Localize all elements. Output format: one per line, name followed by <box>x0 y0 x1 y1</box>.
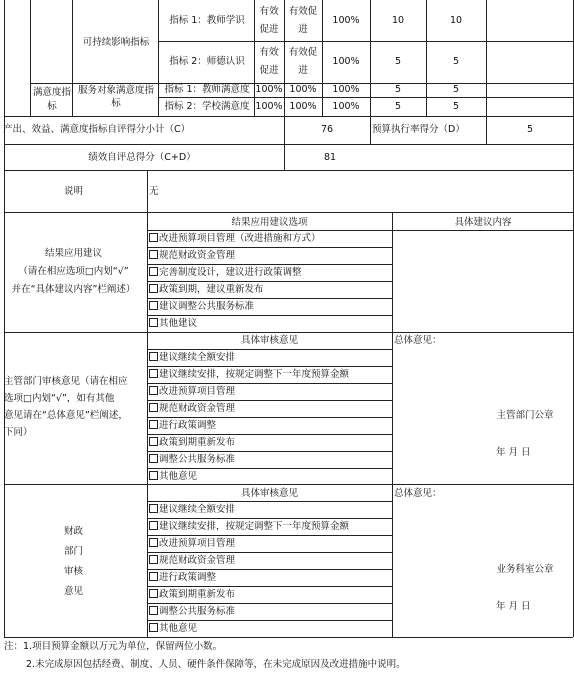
grid-line-h <box>4 144 573 145</box>
indicator-weight: 100% <box>332 100 360 112</box>
checkbox[interactable] <box>149 250 158 259</box>
grid-line-h <box>158 97 573 98</box>
option-label: 规范财政资金管理 <box>159 250 236 261</box>
indicator-value: 有效促进 <box>259 6 279 35</box>
option-item <box>149 419 216 432</box>
indicator-score-a: 10 <box>391 14 405 26</box>
checkbox[interactable] <box>149 386 158 395</box>
option-item <box>149 453 235 466</box>
grid-line-h <box>147 400 392 401</box>
grid-line-h <box>4 332 573 333</box>
grid-line-v <box>4 0 5 637</box>
finance-label-2: 部门 <box>63 546 83 557</box>
grid-line-v <box>147 170 148 637</box>
option-label: 改进预算项目管理 <box>159 386 236 397</box>
grid-line-h <box>392 230 573 231</box>
checkbox[interactable] <box>149 437 158 446</box>
sustainability-label: 可持续影响指标 <box>82 37 150 48</box>
checkbox[interactable] <box>149 318 158 327</box>
option-label: 规范财政资金管理 <box>159 403 236 414</box>
grid-line-v <box>72 0 73 116</box>
grid-line-h <box>4 484 573 485</box>
option-item <box>149 470 197 483</box>
option-item <box>149 622 197 635</box>
grid-line-h <box>147 603 392 604</box>
checkbox[interactable] <box>149 572 158 581</box>
option-label: 政策到期，建议重新发布 <box>159 284 264 295</box>
checkbox[interactable] <box>149 606 158 615</box>
option-item <box>149 537 235 550</box>
grid-line-h <box>147 349 392 350</box>
grid-line-v <box>486 0 487 116</box>
option-item <box>149 368 349 381</box>
grid-line-h <box>4 637 573 638</box>
note-1: 注：1.项目预算金额以万元为单位，保留两位小数。 <box>4 641 223 652</box>
remarks-label: 说明 <box>63 186 83 197</box>
indicator-value: 100% <box>255 100 283 112</box>
option-item <box>149 283 264 296</box>
checkbox[interactable] <box>149 555 158 564</box>
finance-label-4: 意见 <box>63 586 83 597</box>
grid-line-h <box>4 170 573 171</box>
grid-line-v <box>392 484 393 637</box>
checkbox[interactable] <box>149 538 158 547</box>
remarks-value: 无 <box>149 186 159 197</box>
grid-line-h <box>147 586 392 587</box>
grid-line-h <box>147 620 392 621</box>
grid-line-h <box>147 434 392 435</box>
satisfaction-label: 满意度指标 <box>32 87 71 112</box>
option-label: 规范财政资金管理 <box>159 555 236 566</box>
option-item <box>149 402 235 415</box>
option-label: 政策到期重新发布 <box>159 437 236 448</box>
indicator-value: 100% <box>255 84 283 95</box>
budget-rate-label: 预算执行率得分（D） <box>372 124 465 135</box>
option-item <box>149 554 235 567</box>
option-label: 其他意见 <box>159 623 198 634</box>
results-label-2: （请在相应选项□内划“√” <box>18 266 129 277</box>
indicator-value: 有效促进 <box>259 47 279 76</box>
grid-line-h <box>147 383 392 384</box>
results-label-3: 并在“具体建议内容”栏阐述） <box>11 284 136 295</box>
indicator-score-a: 5 <box>394 56 402 67</box>
grid-line-v <box>158 0 159 116</box>
grid-line-h <box>147 468 392 469</box>
total-score-value: 81 <box>323 152 337 163</box>
option-item <box>149 588 235 601</box>
option-item <box>149 317 197 330</box>
grid-line-h <box>147 535 392 536</box>
option-item <box>149 300 254 313</box>
option-label: 建议调整公共服务标准 <box>159 301 255 312</box>
option-item <box>149 385 235 398</box>
checkbox[interactable] <box>149 504 158 513</box>
grid-line-v <box>30 0 31 116</box>
option-item <box>149 503 235 516</box>
checkbox[interactable] <box>149 623 158 632</box>
budget-rate-value: 5 <box>526 124 534 135</box>
checkbox[interactable] <box>149 284 158 293</box>
grid-line-h <box>158 41 573 42</box>
dept-review-label-4: 下同） <box>4 427 33 438</box>
option-label: 建议继续全额安排 <box>159 504 236 515</box>
option-item <box>149 436 235 449</box>
grid-line-h <box>147 569 392 570</box>
grid-line-h <box>147 298 392 299</box>
note-2: 2.未完成原因包括经费、制度、人员、硬件条件保障等，在未完成原因及改进措施中说明。 <box>26 659 406 670</box>
finance-seal: 业务科室公章 <box>496 564 554 575</box>
option-label: 建议继续安排，按规定调整下一年度预算金额 <box>159 521 350 532</box>
grid-line-h <box>147 417 392 418</box>
finance-date: 年 月 日 <box>496 601 531 612</box>
grid-line-h <box>147 552 392 553</box>
checkbox[interactable] <box>149 420 158 429</box>
results-options-header: 结果应用建议选项 <box>231 217 308 228</box>
option-item <box>149 249 235 262</box>
indicator-score-a: 5 <box>394 100 402 112</box>
dept-review-label-1: 主管部门审核意见（请在相应 <box>4 376 128 387</box>
option-label: 改进预算项目管理（改进措施和方式） <box>159 233 321 244</box>
checkbox[interactable] <box>149 521 158 530</box>
grid-line-v <box>392 332 393 484</box>
subtotal-value: 76 <box>320 124 334 135</box>
finance-label-1: 财政 <box>63 526 83 537</box>
grid-line-h <box>147 451 392 452</box>
option-label: 其他建议 <box>159 318 198 329</box>
checkbox[interactable] <box>149 403 158 412</box>
indicator-score-a: 5 <box>394 84 402 95</box>
grid-line-h <box>147 518 392 519</box>
dept-overall-label: 总体意见： <box>394 335 442 346</box>
grid-line-h <box>4 212 573 213</box>
grid-line-h <box>147 501 392 502</box>
service-satisfaction-label: 服务对象满意度指标 <box>77 85 154 109</box>
indicator-weight: 100% <box>332 56 360 67</box>
option-item <box>149 351 235 364</box>
option-item <box>149 571 216 584</box>
checkbox[interactable] <box>149 454 158 463</box>
indicator-score-b: 5 <box>452 84 460 95</box>
dept-seal: 主管部门公章 <box>496 410 554 421</box>
results-label-1: 结果应用建议 <box>44 248 102 259</box>
indicator-weight: 100% <box>332 14 360 26</box>
dept-review-label-2: 选项□内划“√”，如有其他 <box>4 393 115 404</box>
indicator-target: 有效促进 <box>288 47 318 76</box>
option-item <box>149 266 302 279</box>
checkbox[interactable] <box>149 267 158 276</box>
checkbox[interactable] <box>149 589 158 598</box>
results-content-header: 具体建议内容 <box>454 217 512 228</box>
finance-overall-label: 总体意见： <box>394 488 442 499</box>
option-item <box>149 520 349 533</box>
indicator-target: 有效促进 <box>288 6 318 35</box>
grid-line-h <box>147 315 392 316</box>
grid-line-h <box>147 264 392 265</box>
total-score-label: 绩效自评总得分（C+D） <box>88 152 196 163</box>
option-label: 调整公共服务标准 <box>159 454 236 465</box>
option-label: 其他意见 <box>159 471 198 482</box>
grid-line-h <box>147 247 392 248</box>
grid-line-h <box>147 230 392 231</box>
option-label: 建议继续全额安排 <box>159 352 236 363</box>
dept-review-header: 具体审核意见 <box>240 335 298 346</box>
grid-line-h <box>147 366 392 367</box>
option-label: 进行政策调整 <box>159 572 217 583</box>
indicator-name: 指标 2：师德认识 <box>169 56 245 67</box>
option-item <box>149 605 235 618</box>
indicator-target: 100% <box>289 100 317 112</box>
checkbox[interactable] <box>149 471 158 480</box>
checkbox[interactable] <box>149 233 158 242</box>
option-label: 改进预算项目管理 <box>159 538 236 549</box>
finance-review-header: 具体审核意见 <box>240 488 298 499</box>
indicator-name: 指标 1：教师学识 <box>169 14 245 26</box>
grid-line-v <box>370 116 371 144</box>
option-label: 建议继续安排，按规定调整下一年度预算金额 <box>159 369 350 380</box>
indicator-target: 100% <box>289 84 317 95</box>
indicator-name: 指标 1：教师满意度 <box>164 84 250 95</box>
indicator-name: 指标 2：学校满意度 <box>164 100 250 112</box>
checkbox[interactable] <box>149 369 158 378</box>
indicator-score-b: 10 <box>449 14 463 26</box>
grid-line-h <box>4 116 573 117</box>
option-label: 完善制度设计，建议进行政策调整 <box>159 267 302 278</box>
option-item <box>149 232 321 245</box>
option-label: 进行政策调整 <box>159 420 217 431</box>
indicator-weight: 100% <box>332 84 360 95</box>
indicator-score-b: 5 <box>452 100 460 112</box>
finance-label-3: 审核 <box>63 566 83 577</box>
option-label: 政策到期重新发布 <box>159 589 236 600</box>
option-label: 调整公共服务标准 <box>159 606 236 617</box>
checkbox[interactable] <box>149 301 158 310</box>
grid-line-h <box>147 281 392 282</box>
indicator-score-b: 5 <box>452 56 460 67</box>
dept-review-label-3: 意见请在“总体意见”栏阐述， <box>4 410 128 421</box>
checkbox[interactable] <box>149 352 158 361</box>
subtotal-label: 产出、效益、满意度指标自评得分小计（C） <box>3 124 191 135</box>
dept-date: 年 月 日 <box>496 447 531 458</box>
